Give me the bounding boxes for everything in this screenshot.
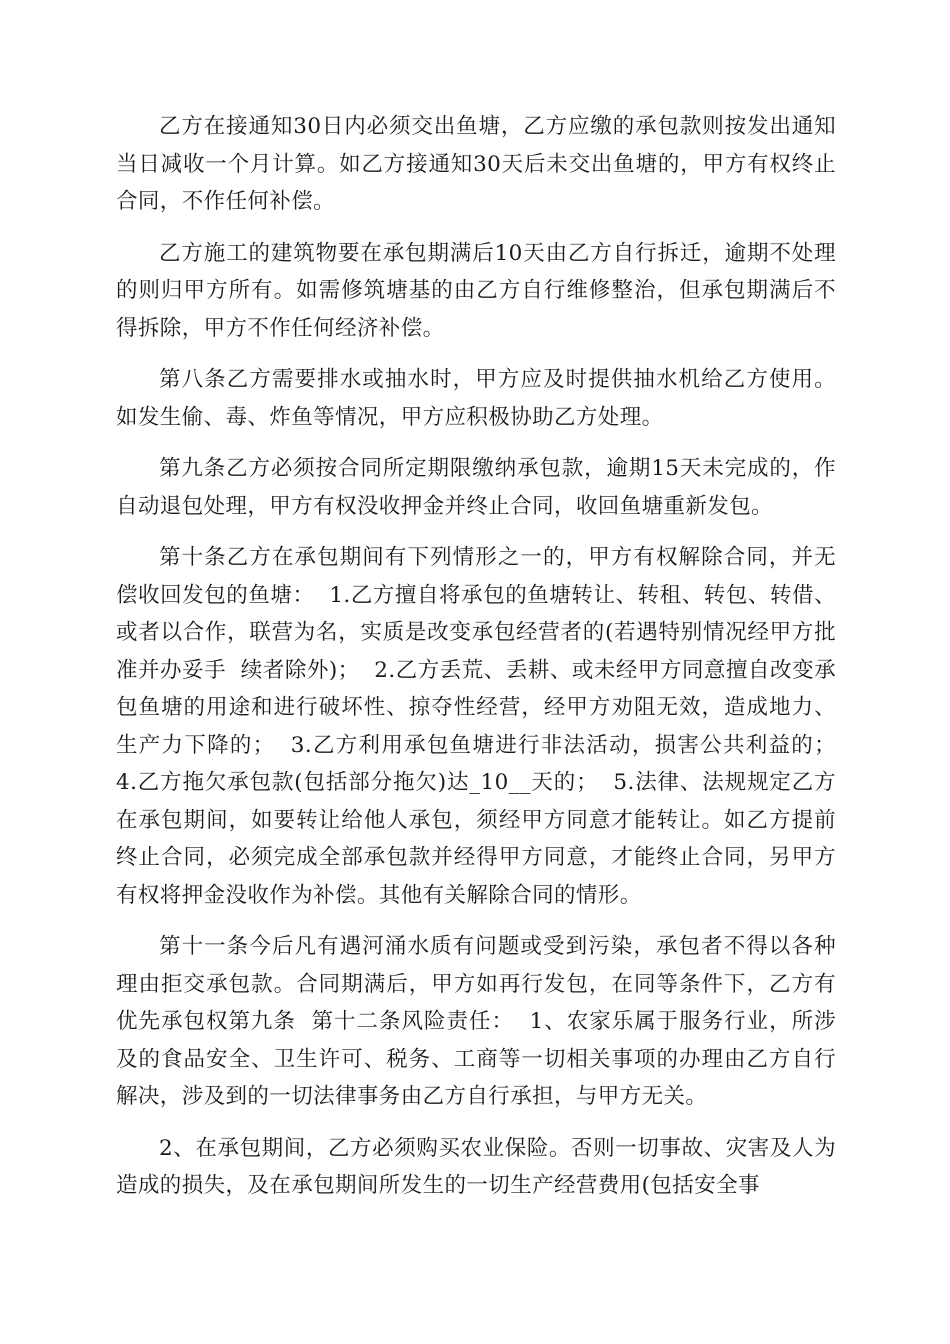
paragraph-insurance: 2、在承包期间，乙方必须购买农业保险。否则一切事故、灾害及人为造成的损失，及在承包期间所发生的一切生产经营费用(包括安全事 [116, 1135, 836, 1198]
paragraph-article-9: 第九条乙方必须按合同所定期限缴纳承包款，逾期15天未完成的，作自动退包处理，甲方有权没收押金并终止合同，收回鱼塘重新发包。 [116, 456, 836, 519]
paragraph-article-8: 第八条乙方需要排水或抽水时，甲方应及时提供抽水机给乙方使用。如发生偷、毒、炸鱼等情况，甲方应积极协助乙方处理。 [116, 367, 836, 430]
document-body [116, 108, 851, 1219]
paragraph-buildings-demolition: 乙方施工的建筑物要在承包期满后10天由乙方自行拆迁，逾期不处理的则归甲方所有。如需修筑塘基的由乙方自行维修整治，但承包期满后不得拆除，甲方不作任何经济补偿。 [116, 240, 836, 341]
paragraph-notice-surrender: 乙方在接通知30日内必须交出鱼塘，乙方应缴的承包款则按发出通知当日减收一个月计算。如乙方接通知30天后未交出鱼塘的，甲方有权终止合同，不作任何补偿。 [116, 114, 836, 214]
paragraph-article-11-12: 第十一条今后凡有遇河涌水质有问题或受到污染，承包者不得以各种理由拒交承包款。合同期满后，甲方如再行发包，在同等条件下，乙方有优先承包权第九条 第十二条风险责任： 1、农家乐属于服务行业，所涉及的食品安全、卫生许可、税务、工商等一切相关事项的办理由乙方自行解决，涉及到的一切法律事务由乙方自行承担，与甲方无关。 [116, 934, 836, 1109]
paragraph-article-10: 第十条乙方在承包期间有下列情形之一的，甲方有权解除合同，并无偿收回发包的鱼塘： 1.乙方擅自将承包的鱼塘转让、转租、转包、转借、或者以合作，联营为名，实质是改变承包经营者的(若遇特别情况经甲方批准并办妥手 续者除外)； 2.乙方丢荒、丢耕、或未经甲方同意擅自改变承包鱼塘的用途和进行破坏性、掠夺性经营，经甲方劝阻无效，造成地力、生产力下降的； 3.乙方利用承包鱼塘进行非法活动，损害公共利益的； 4.乙方拖欠承包款(包括部分拖欠)达_10__天的； 5.法律、法规规定乙方在承包期间，如要转让给他人承包，须经甲方同意才能转让。如乙方提前终止合同，必须完成全部承包款并经得甲方同意，才能终止合同，另甲方有权将押金没收作为补偿。其他有关解除合同的情形。 [116, 545, 851, 908]
